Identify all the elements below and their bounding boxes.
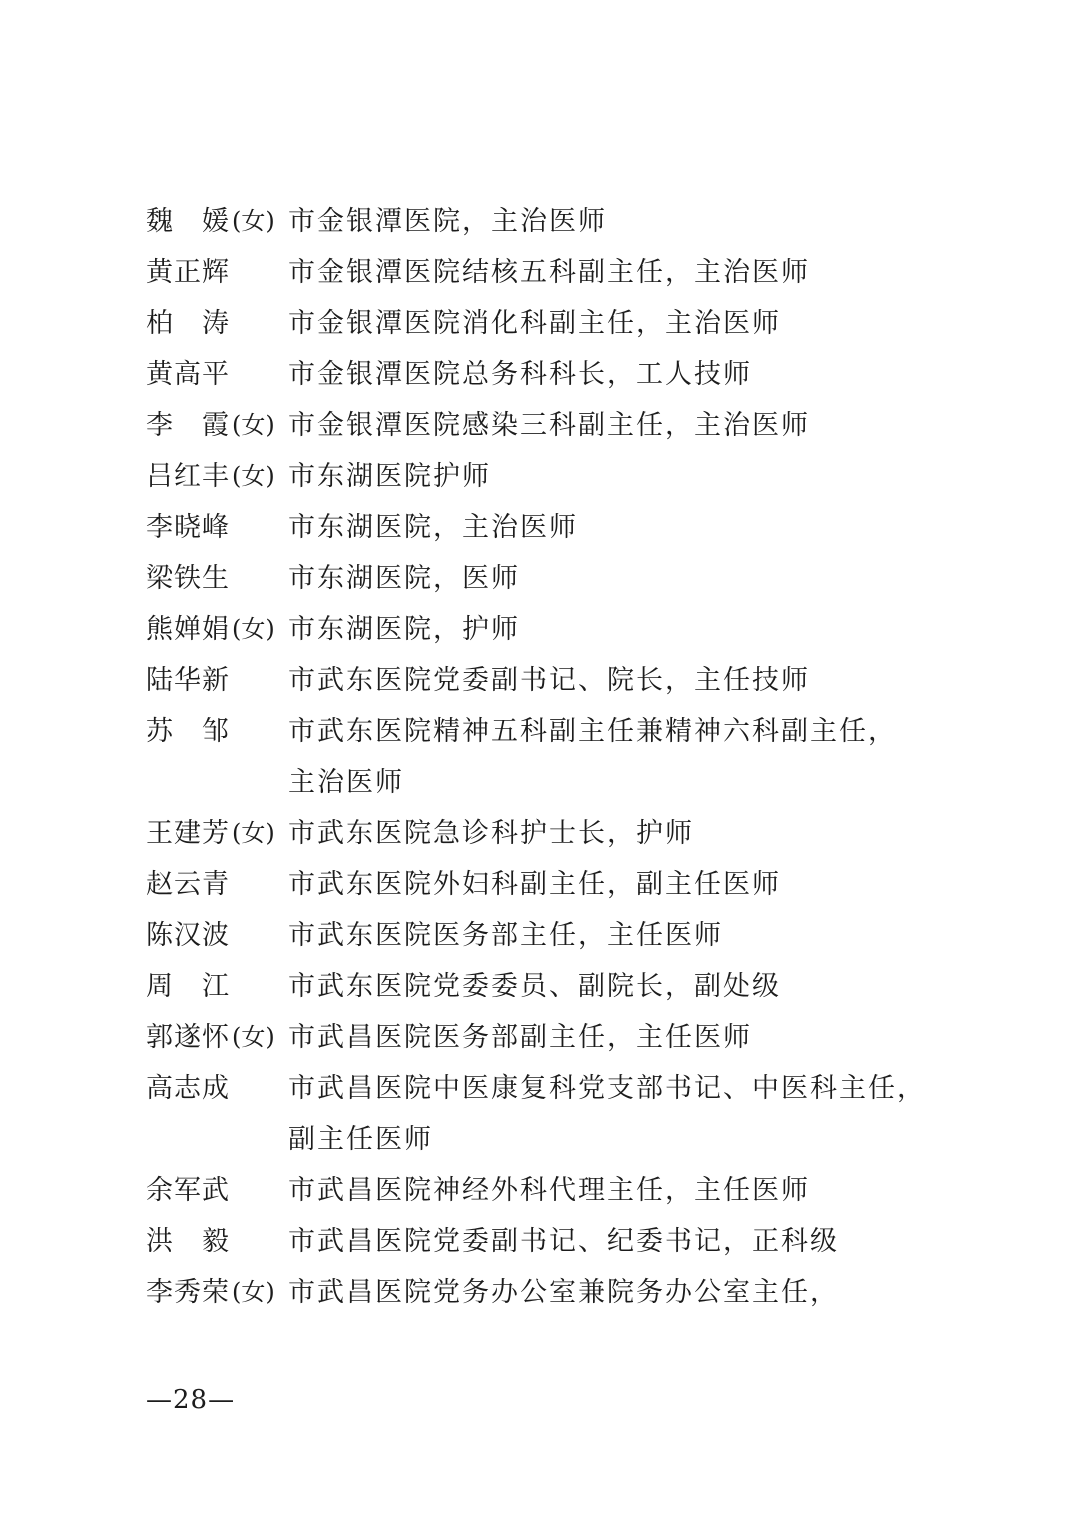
position-description xyxy=(288,400,966,451)
list-item xyxy=(146,604,966,655)
person-name: 吕红丰 xyxy=(146,461,230,492)
list-item xyxy=(146,655,966,706)
list-item xyxy=(146,349,966,400)
gender-note: (女) xyxy=(232,411,275,439)
page-number: —28— xyxy=(146,1385,236,1415)
description-line: 市金银潭医院感染三科副主任，主治医师 xyxy=(288,410,810,441)
position-description xyxy=(288,706,966,808)
description-line: 市金银潭医院消化科副主任，主治医师 xyxy=(288,308,781,339)
person-name-cell xyxy=(146,349,288,400)
description-line: 市武东医院医务部主任，主任医师 xyxy=(288,920,723,951)
description-line: 市金银潭医院总务科科长，工人技师 xyxy=(288,359,752,390)
list-item xyxy=(146,910,966,961)
position-description xyxy=(288,1165,966,1216)
person-name: 魏 媛 xyxy=(146,206,230,237)
position-description xyxy=(288,247,966,298)
gender-note: (女) xyxy=(232,1023,275,1051)
person-name: 陆华新 xyxy=(146,665,230,696)
description-line: 市武东医院党委委员、副院长，副处级 xyxy=(288,971,781,1002)
description-line: 市武东医院外妇科副主任，副主任医师 xyxy=(288,869,781,900)
position-description xyxy=(288,553,966,604)
list-item xyxy=(146,961,966,1012)
list-item xyxy=(146,247,966,298)
description-line: 市武昌医院中医康复科党支部书记、中医科主任， xyxy=(288,1073,926,1104)
list-item xyxy=(146,451,966,502)
list-item xyxy=(146,1012,966,1063)
person-name: 苏 邹 xyxy=(146,716,230,747)
description-line: 市武东医院急诊科护士长，护师 xyxy=(288,818,694,849)
person-name-cell xyxy=(146,400,288,451)
person-name-cell xyxy=(146,910,288,961)
gender-note: (女) xyxy=(232,462,275,490)
gender-note: (女) xyxy=(232,615,275,643)
person-name-cell xyxy=(146,1012,288,1063)
description-line: 市东湖医院，主治医师 xyxy=(288,512,578,543)
description-line: 市武昌医院党务办公室兼院务办公室主任， xyxy=(288,1277,839,1308)
person-name-cell xyxy=(146,553,288,604)
gender-note: (女) xyxy=(232,1278,275,1306)
description-line: 市武昌医院医务部副主任，主任医师 xyxy=(288,1022,752,1053)
position-description xyxy=(288,1012,966,1063)
position-description xyxy=(288,196,966,247)
position-description xyxy=(288,502,966,553)
position-description xyxy=(288,808,966,859)
position-description xyxy=(288,604,966,655)
description-line: 市东湖医院，医师 xyxy=(288,563,520,594)
list-item xyxy=(146,706,966,808)
description-line: 市武昌医院党委副书记、纪委书记，正科级 xyxy=(288,1226,839,1257)
person-name-cell xyxy=(146,604,288,655)
person-name: 柏 涛 xyxy=(146,308,230,339)
person-name: 黄正辉 xyxy=(146,257,230,288)
position-description xyxy=(288,349,966,400)
position-description xyxy=(288,1216,966,1267)
person-name-cell xyxy=(146,298,288,349)
gender-note: (女) xyxy=(232,207,275,235)
person-name: 熊婵娟 xyxy=(146,614,230,645)
position-description xyxy=(288,1267,966,1318)
person-name: 高志成 xyxy=(146,1073,230,1104)
person-name: 周 江 xyxy=(146,971,230,1002)
list-item xyxy=(146,502,966,553)
description-line: 市武东医院精神五科副主任兼精神六科副主任， xyxy=(288,716,897,747)
list-item xyxy=(146,1267,966,1318)
description-line: 副主任医师 xyxy=(288,1124,433,1155)
description-line: 市武昌医院神经外科代理主任，主任医师 xyxy=(288,1175,810,1206)
person-name: 陈汉波 xyxy=(146,920,230,951)
person-name-cell xyxy=(146,502,288,553)
person-name-cell xyxy=(146,247,288,298)
list-item xyxy=(146,1165,966,1216)
person-name-cell xyxy=(146,1216,288,1267)
person-name-cell xyxy=(146,961,288,1012)
list-item xyxy=(146,1216,966,1267)
position-description xyxy=(288,961,966,1012)
person-name: 赵云青 xyxy=(146,869,230,900)
person-name: 郭遂怀 xyxy=(146,1022,230,1053)
person-name-cell xyxy=(146,1165,288,1216)
list-item xyxy=(146,400,966,451)
name-list xyxy=(146,196,966,1318)
position-description xyxy=(288,451,966,502)
description-line: 市金银潭医院，主治医师 xyxy=(288,206,607,237)
person-name-cell xyxy=(146,1063,288,1114)
gender-note: (女) xyxy=(232,819,275,847)
position-description xyxy=(288,1063,966,1165)
list-item xyxy=(146,859,966,910)
person-name-cell xyxy=(146,1267,288,1318)
position-description xyxy=(288,298,966,349)
list-item xyxy=(146,196,966,247)
position-description xyxy=(288,655,966,706)
person-name: 余军武 xyxy=(146,1175,230,1206)
person-name-cell xyxy=(146,808,288,859)
person-name-cell xyxy=(146,859,288,910)
person-name: 李晓峰 xyxy=(146,512,230,543)
person-name: 李 霞 xyxy=(146,410,230,441)
list-item xyxy=(146,808,966,859)
list-item xyxy=(146,298,966,349)
person-name-cell xyxy=(146,655,288,706)
list-item xyxy=(146,1063,966,1165)
person-name: 李秀荣 xyxy=(146,1277,230,1308)
description-line: 市东湖医院护师 xyxy=(288,461,491,492)
person-name: 梁铁生 xyxy=(146,563,230,594)
person-name: 黄高平 xyxy=(146,359,230,390)
person-name-cell xyxy=(146,706,288,757)
description-line: 市武东医院党委副书记、院长，主任技师 xyxy=(288,665,810,696)
list-item xyxy=(146,553,966,604)
person-name-cell xyxy=(146,196,288,247)
description-line: 主治医师 xyxy=(288,767,404,798)
person-name-cell xyxy=(146,451,288,502)
person-name: 洪 毅 xyxy=(146,1226,230,1257)
position-description xyxy=(288,910,966,961)
description-line: 市金银潭医院结核五科副主任，主治医师 xyxy=(288,257,810,288)
person-name: 王建芳 xyxy=(146,818,230,849)
description-line: 市东湖医院，护师 xyxy=(288,614,520,645)
position-description xyxy=(288,859,966,910)
